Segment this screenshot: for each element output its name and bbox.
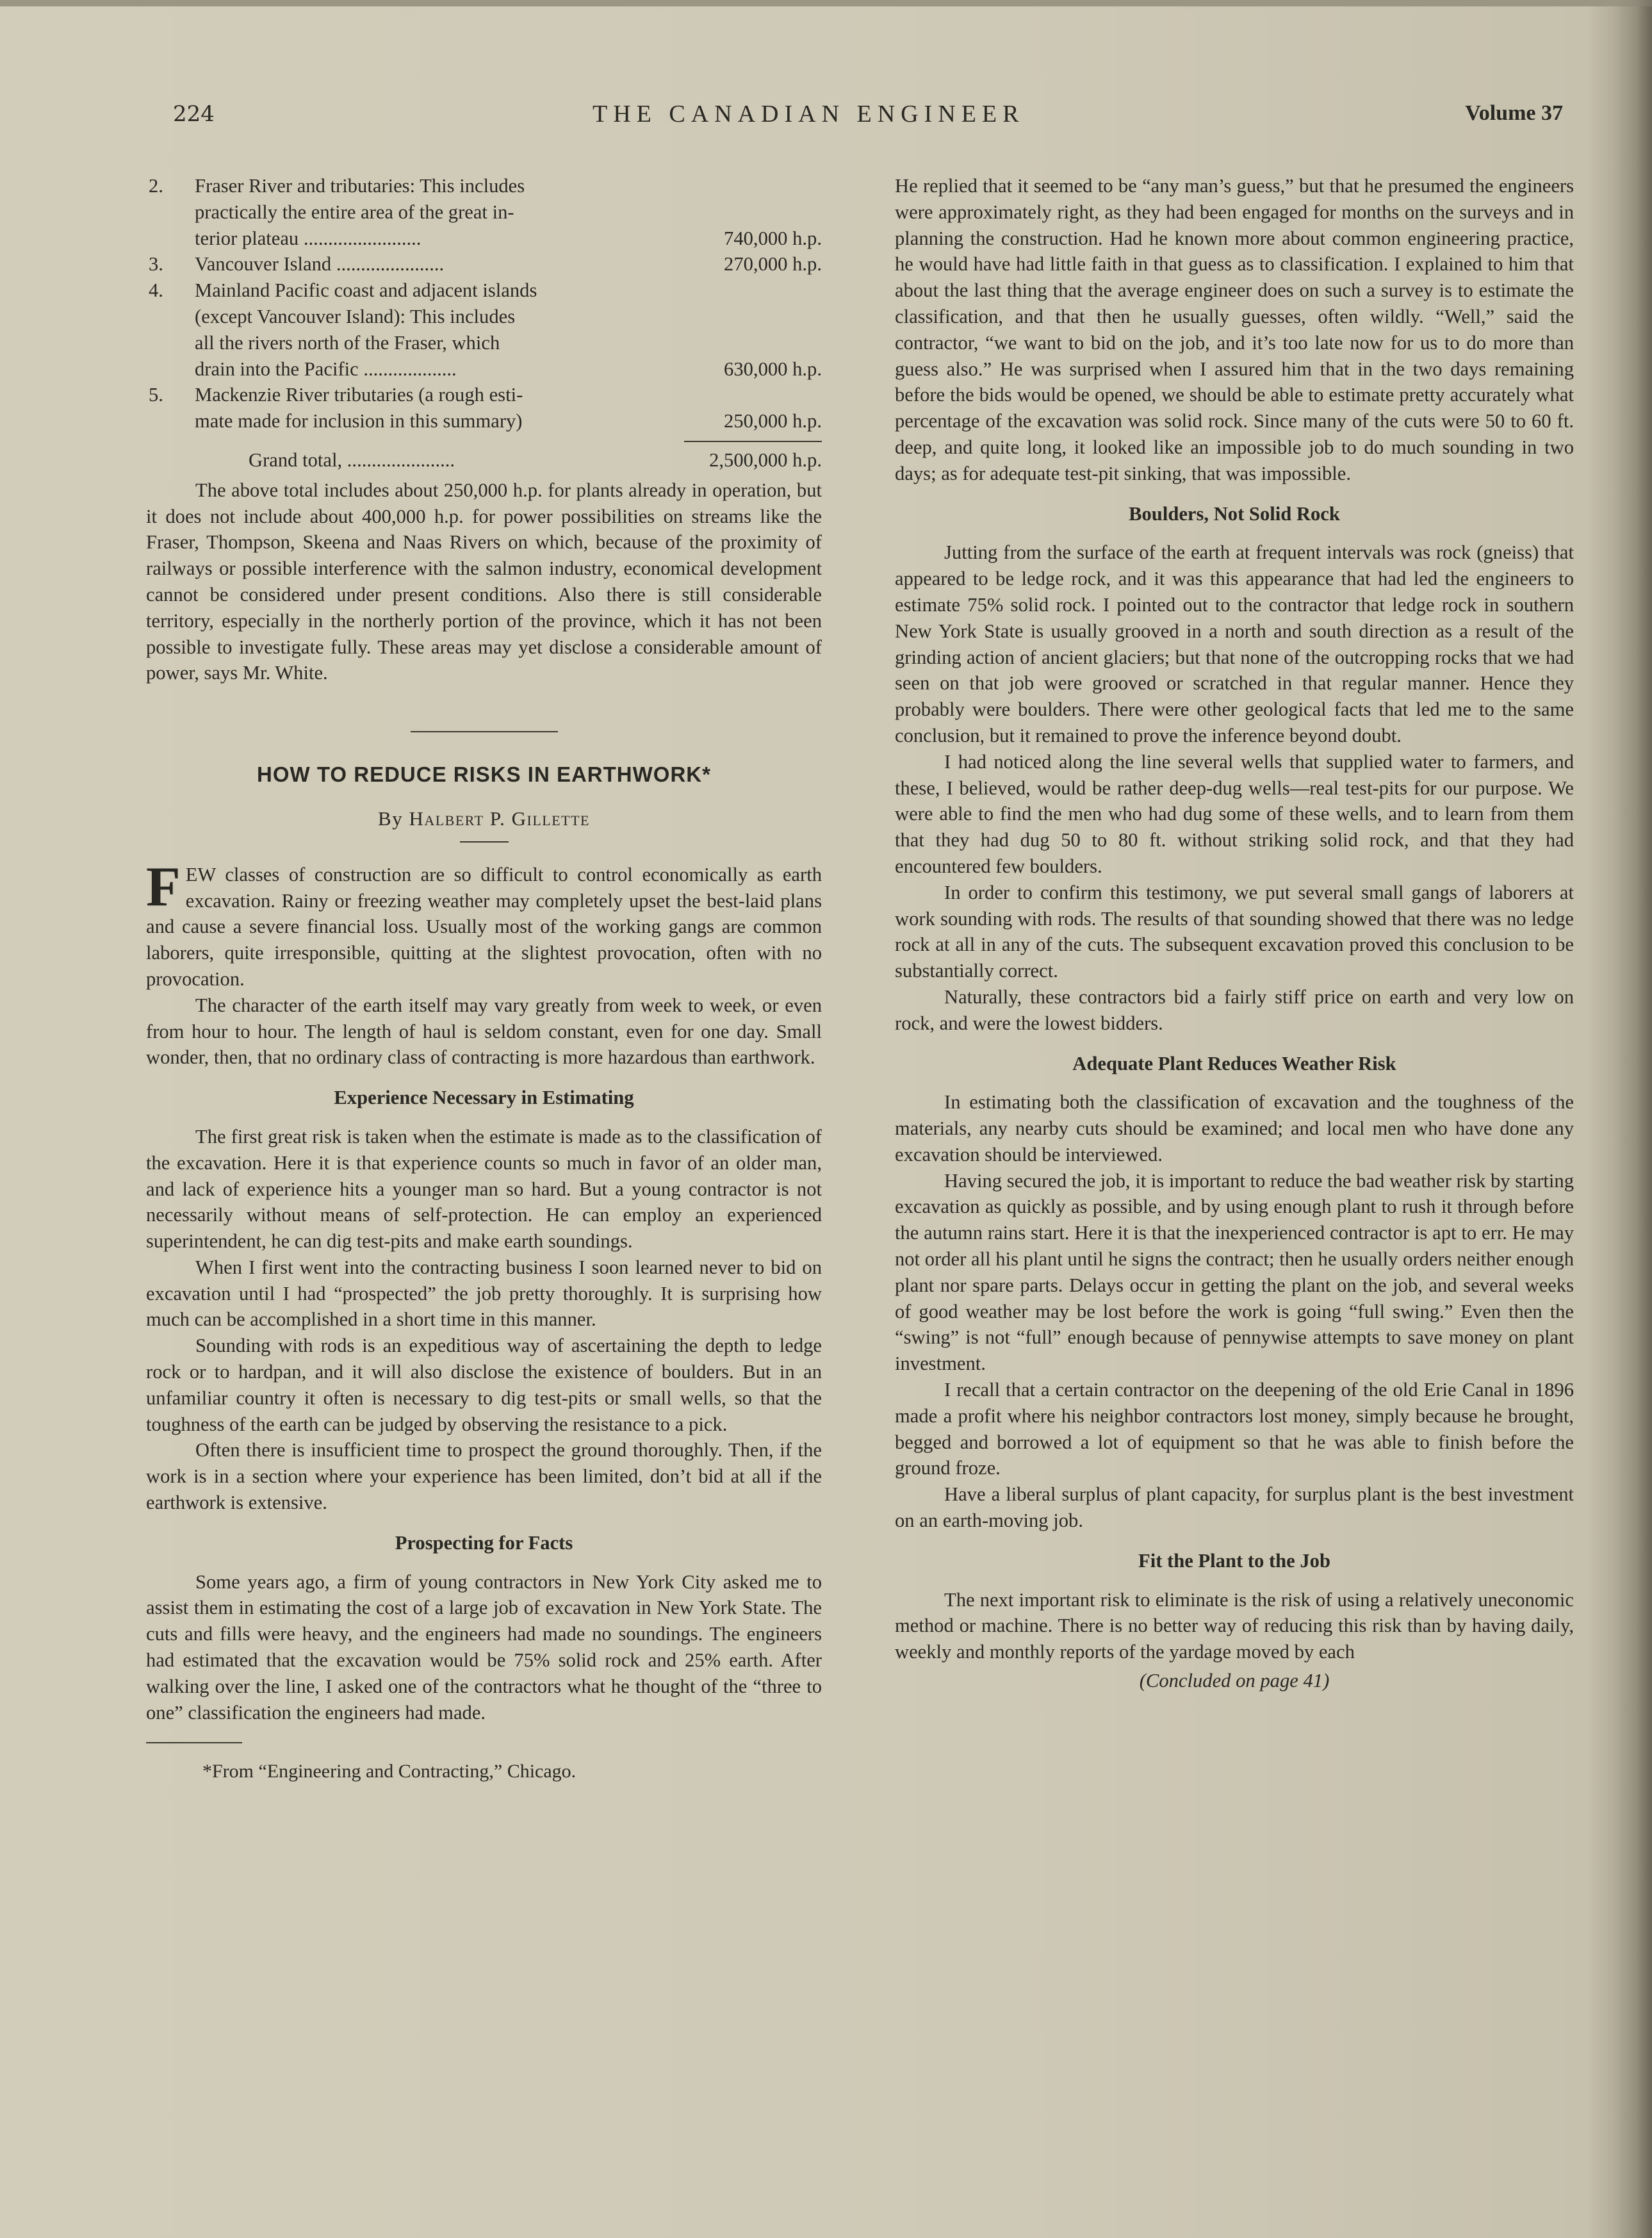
page-number: 224 (173, 101, 215, 127)
article-title: HOW TO REDUCE RISKS IN EARTHWORK* (257, 762, 711, 787)
list-item: 4. Mainland Pacific coast and adjacent islands (except Vancouver Island): This includes all the rivers north of the Fraser, which drain into the Pacific ................... 630,000 h.p. (146, 277, 822, 382)
volume-label: Volume 37 (1465, 101, 1563, 125)
list-item: 2. Fraser River and tributaries: This includes practically the entire area of the great in- terior plateau ........................ 740,000 h.p. (146, 173, 822, 251)
list-item: 5. Mackenzie River tributaries (a rough esti- mate made for inclusion in this summary) 250,000 h.p. (146, 382, 822, 434)
paragraph: Having secured the job, it is important to reduce the bad weather risk by starting excavation as quickly as possible, and by using enough plant to rush it through before the autumn rains start. Here it is that the inexperienced contractor is apt to err. He may not order all his plant until he signs the contract; then he usually orders neither enough plant nor spare parts. Delays occur in getting the plant on the job, and several weeks of good weather may be lost before the work is going “full swing.” Even then the “swing” is not “full” enough because of pennywise attempts to save money on plant investment. (895, 1169, 1574, 1375)
list-value: 270,000 h.p. (724, 253, 822, 276)
continued-notice: (Concluded on page 41) (1139, 1670, 1330, 1692)
byline: By Halbert P. Gillette (378, 807, 590, 830)
footnote-rule (146, 1742, 242, 1743)
right-column (895, 173, 1574, 1694)
footnote: *From “Engineering and Contracting,” Chicago. (202, 1761, 577, 1782)
author-name: Halbert P. Gillette (409, 807, 590, 830)
paragraph: Have a liberal surplus of plant capacity, for surplus plant is the best investment on an earth-moving job. (895, 1483, 1574, 1532)
left-column (146, 173, 822, 1785)
intro-paragraph: The above total includes about 250,000 h.p. for plants already in operation, but it does not include about 400,000 h.p. for power possibilities on streams like the Fraser, Thompson, Skeena and Naas Rivers on which, because of the proximity of railways or possible interference with the salmon industry, economical development cannot be considered under present conditions. Also there is still considerable territory, especially in the northerly portion of the province, which it has not been possible to investigate fully. These areas may yet disclose a considerable amount of power, says Mr. White. (146, 479, 822, 684)
subheading: Prospecting for Facts (395, 1531, 573, 1554)
paragraph: Often there is insufficient time to prospect the ground thoroughly. Then, if the work is in a section where your experience has been limited, don’t bid at all if the earthwork is extensive. (146, 1439, 822, 1514)
paragraph: In estimating both the classification of excavation and the toughness of the materials, any nearby cuts should be examined; and local men who have done any excavation should be interviewed. (895, 1091, 1574, 1165)
subheading: Boulders, Not Solid Rock (1129, 502, 1340, 525)
subheading: Experience Necessary in Estimating (334, 1087, 634, 1109)
paragraph: FEW classes of construction are so difficult to control economically as earth excavation. Rainy or freezing weather may completely upset the best-laid plans and cause a severe financial loss. Usually most of the working gangs are common laborers, quite irresponsible, quitting at the slightest provocation, often with no provocation. (146, 855, 822, 990)
paragraph: He replied that it seemed to be “any man’s guess,” but that he presumed the engineers were approximately right, as they had been engaged for months on the surveys and in planning the construction. Had he known more about common engineering practice, he would have had little faith in that guess as to classification. I explained to him that about the last thing that the average engineer does on such a survey is to estimate the classification, and that then he usually guesses, often wildly. “Well,” said the contractor, “we want to bid on the job, and it’s too late now for us to do more than guess also.” He was surprised when I assured him that in the two days remaining before the bids would be opened, we should be able to estimate pretty accurately what percentage of the excavation was solid rock. Since many of the cuts were 50 to 60 ft. deep, and quite long, it looked like an impossible job to do much sounding in two days; as for adequate test-pit sinking, that was impossible. (895, 175, 1574, 484)
paragraph: Naturally, these contractors bid a fairly stiff price on earth and very low on rock, and were the lowest bidders. (895, 985, 1574, 1034)
paragraph: I recall that a certain contractor on the deepening of the old Erie Canal in 1896 made a profit where his neighbor contractors lost money, simply because he brought, begged and borrowed a lot of equipment so that he was able to finish before the ground froze. (895, 1379, 1574, 1479)
paragraph: The character of the earth itself may vary greatly from week to week, or even from hour to hour. The length of haul is seldom constant, even for one day. Small wonder, then, that no ordinary class of contracting is more hazardous than earthwork. (146, 994, 822, 1069)
grand-total: Grand total, ...................... 2,500,000 h.p. (249, 448, 822, 471)
section-divider (411, 731, 558, 732)
paragraph: Sounding with rods is an expeditious way of ascertaining the depth to ledge rock or to hardpan, and it will also disclose the existence of boulders. But in an unfamiliar country it often is necessary to dig test-pits or small wells, so that the toughness of the earth can be judged by observing the resistance to a pick. (146, 1335, 822, 1435)
paragraph: I had noticed along the line several wells that supplied water to farmers, and these, I believed, would be rather deep-dug wells—real test-pits for our purpose. We were able to find the men who had dug some of these wells, and to learn from them that they had dug 50 to 80 ft. without striking solid rock, and that they had encountered few boulders. (895, 750, 1574, 877)
page-binding-shadow (1614, 0, 1652, 2238)
paragraph: Some years ago, a firm of young contractors in New York City asked me to assist them in estimating the cost of a large job of excavation in New York State. The cuts and fills were heavy, and the engineers had made no soundings. The engineers had estimated that the excavation would be 75% solid rock and 25% earth. After walking over the line, I asked one of the contractors what he thought of the “three to one” classification the engineers had made. (146, 1570, 822, 1724)
running-header (173, 101, 1563, 140)
byline-rule (460, 841, 509, 843)
page-top-edge (0, 0, 1652, 6)
paragraph: Jutting from the surface of the earth at frequent intervals was rock (gneiss) that appeared to be ledge rock, and it was this appearance that had led the engineers to estimate 75% solid rock. I pointed out to the contractor that ledge rock in southern New York State is usually grooved in a north and south direction as a result of the grinding action of ancient glaciers; but that none of the outcropping rocks that we had seen on that job were grooved or scratched in that regular manner. Hence they probably were boulders. There were other geological facts that led me to the same conclusion, but it remained to prove the inference beyond doubt. (895, 541, 1574, 746)
paragraph: The next important risk to eliminate is the risk of using a relatively uneconomic method or machine. There is no better way of reducing this risk than by having daily, weekly and monthly reports of the yardage moved by each (895, 1588, 1574, 1663)
paragraph: When I first went into the contracting business I soon learned never to bid on excavation until I had “prospected” the job pretty thoroughly. It is surprising how much can be accomplished in a short time in this manner. (146, 1256, 822, 1331)
subheading: Adequate Plant Reduces Weather Risk (1072, 1052, 1396, 1074)
paragraph: The first great risk is taken when the estimate is made as to the classification of the excavation. Here it is that experience counts so much in favor of an older man, and lack of experience hits a younger man so hard. But a young contractor is not necessarily without means of self-protection. He can employ an experienced superintendent, he can dig test-pits and make earth soundings. (146, 1125, 822, 1253)
journal-title: THE CANADIAN ENGINEER (593, 101, 1025, 128)
list-value: 740,000 h.p. (724, 227, 822, 249)
list-item: 3. Vancouver Island ...................... 270,000 h.p. (146, 251, 822, 277)
drop-cap: F (146, 855, 181, 918)
total-rule (684, 441, 822, 442)
subheading: Fit the Plant to the Job (1138, 1549, 1330, 1572)
list-value: 630,000 h.p. (724, 358, 822, 380)
paragraph: In order to confirm this testimony, we put several small gangs of laborers at work sounding with rods. The results of that sounding showed that there was no ledge rock at all in any of the cuts. The subsequent excavation proved this conclusion to be substantially correct. (895, 881, 1574, 982)
list-value: 250,000 h.p. (724, 410, 822, 432)
power-list (146, 173, 822, 473)
